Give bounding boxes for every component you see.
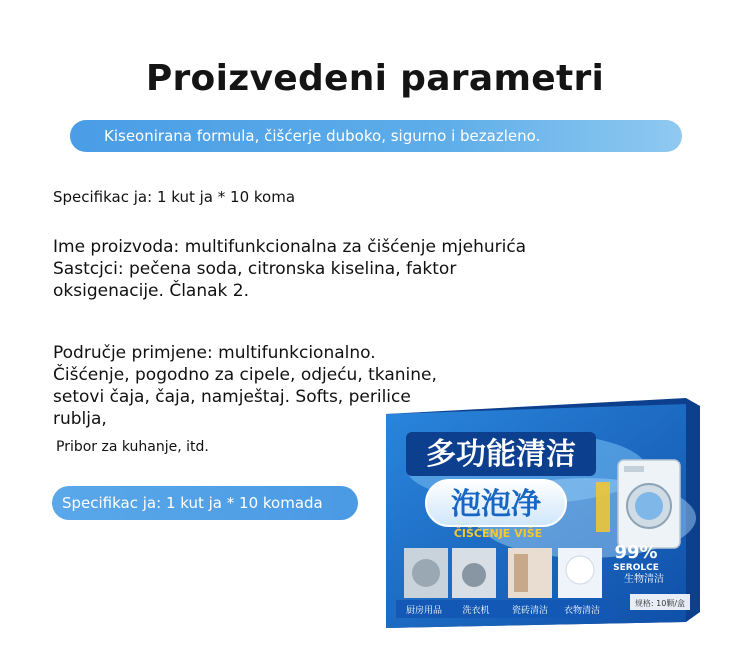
feature-banner-text: Kiseonirana formula, čišćerje duboko, sigurno i bezazleno. — [104, 127, 541, 145]
percent-badge: 99% — [614, 542, 658, 563]
spec-label: 规格: 10颗/盒 — [634, 599, 686, 608]
ingredients-line: Sastcjci: pečena soda, citronska kiselina, faktor — [53, 259, 457, 279]
usage-line-3: setovi čaja, čaja, namještaj. Softs, perilice — [53, 387, 411, 407]
category-1: 厨房用品 — [405, 606, 443, 616]
spec-banner-text: Specifikac ja: 1 kut ja * 10 komada — [62, 494, 323, 512]
usage-line-1: Područje primjene: multifunkcionalno. — [53, 343, 376, 363]
spec-banner — [52, 486, 358, 520]
usage-line-4: rublja, — [53, 409, 107, 429]
product-name-line: Ime proizvoda: multifunkcionalna za čišćenje mjehurića — [53, 237, 527, 257]
ingredients-line-2: oksigenacije. Članak 2. — [53, 281, 249, 301]
spec-line: Specifikac ja: 1 kut ja * 10 koma — [53, 188, 296, 206]
product-tagline: ČIŠĆENJE VIŠE — [453, 527, 543, 540]
product-subline: 泡泡净 — [451, 487, 541, 522]
category-4: 衣物清洁 — [563, 606, 601, 616]
product-headline: 多功能清洁 — [426, 437, 576, 472]
kitchen-line: Pribor za kuhanje, itd. — [56, 439, 209, 455]
brand-label: SEROLCE — [613, 563, 659, 573]
product-info-block — [53, 236, 573, 302]
category-3: 瓷砖清洁 — [511, 606, 549, 616]
product-box-image — [386, 398, 700, 628]
page-title: Proizvedeni parametri — [145, 58, 605, 99]
feature-banner — [70, 120, 682, 152]
usage-line-2: Čišćenje, pogodno za cipele, odjeću, tkanine, — [53, 365, 437, 385]
category-2: 洗衣机 — [462, 606, 490, 616]
side-label: 生物清洁 — [624, 574, 664, 585]
